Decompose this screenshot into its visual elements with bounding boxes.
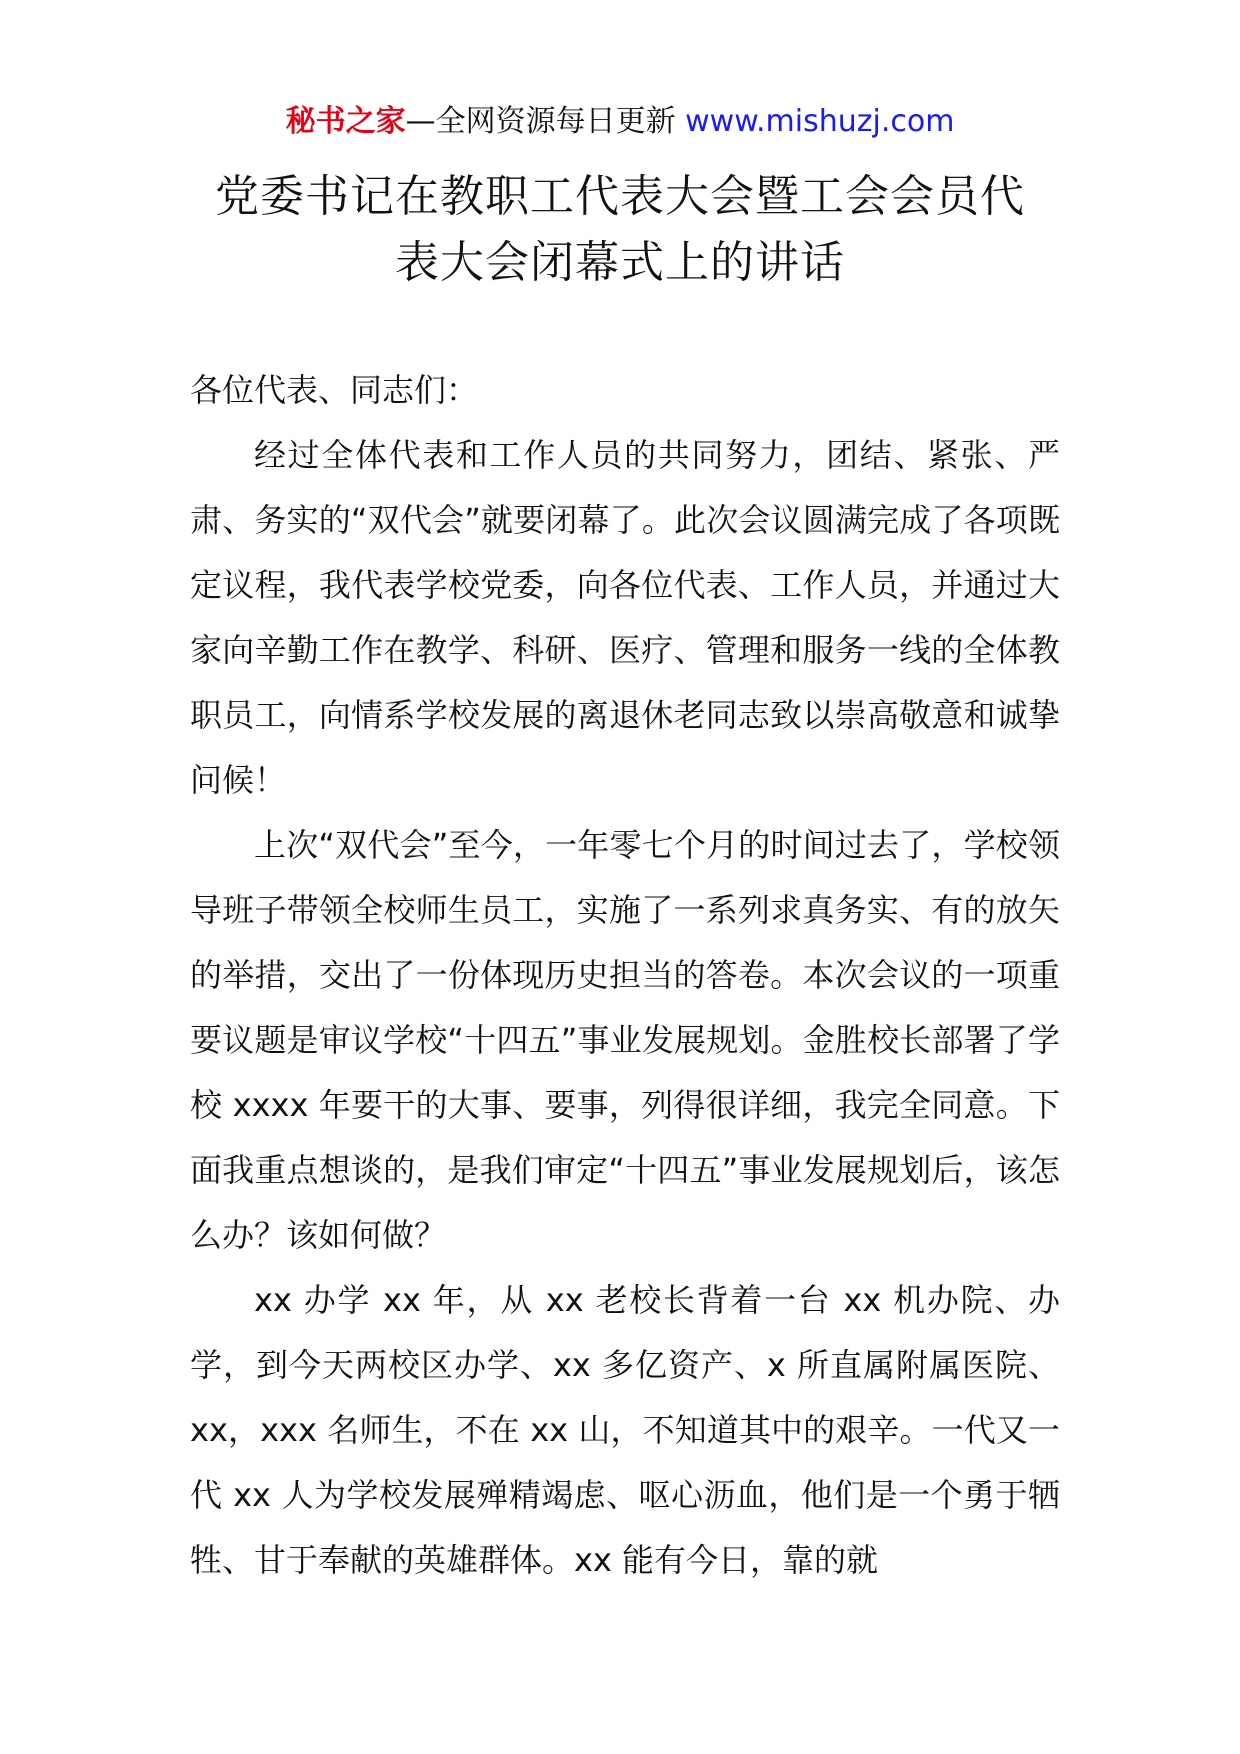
site-slogan: —全网资源每日更新 [405, 104, 676, 139]
document-body [190, 358, 1060, 1593]
title-line-2: 表大会闭幕式上的讲话 [395, 237, 845, 288]
paragraph: xx 办学 xx 年，从 xx 老校长背着一台 xx 机办院、办学，到今天两校区办学、xx 多亿资产、x 所直属附属医院、xx，xxx 名师生，不在 xx 山，不知道其中的艰辛。一代又一代 xx 人为学校发展殚精竭虑、呕心沥血，他们是一个勇于牺牲、甘于奉献的英雄群体。xx 能有今日，靠的就 [190, 1281, 1060, 1579]
paragraph: 上次“双代会”至今，一年零七个月的时间过去了，学校领导班子带领全校师生员工，实施了一系列求真务实、有的放矢的举措，交出了一份体现历史担当的答卷。本次会议的一项重要议题是审议学校“十四五”事业发展规划。金胜校长部署了学校 xxxx 年要干的大事、要事，列得很详细，我完全同意。下面我重点想谈的，是我们审定“十四五”事业发展规划后，该怎么办？该如何做？ [190, 826, 1060, 1254]
site-url[interactable]: www.mishuzj.com [685, 104, 955, 139]
title-line-1: 党委书记在教职工代表大会暨工会会员代 [215, 171, 1025, 222]
site-header [0, 100, 1240, 144]
document-title [190, 164, 1050, 296]
salutation: 各位代表、同志们： [190, 371, 479, 409]
paragraph: 经过全体代表和工作人员的共同努力，团结、紧张、严肃、务实的“双代会”就要闭幕了。此次会议圆满完成了各项既定议程，我代表学校党委，向各位代表、工作人员，并通过大家向辛勤工作在教学、科研、医疗、管理和服务一线的全体教职员工，向情系学校发展的离退休老同志致以崇高敬意和诚挚问候！ [190, 436, 1060, 799]
brand-name: 秘书之家 [285, 104, 406, 139]
